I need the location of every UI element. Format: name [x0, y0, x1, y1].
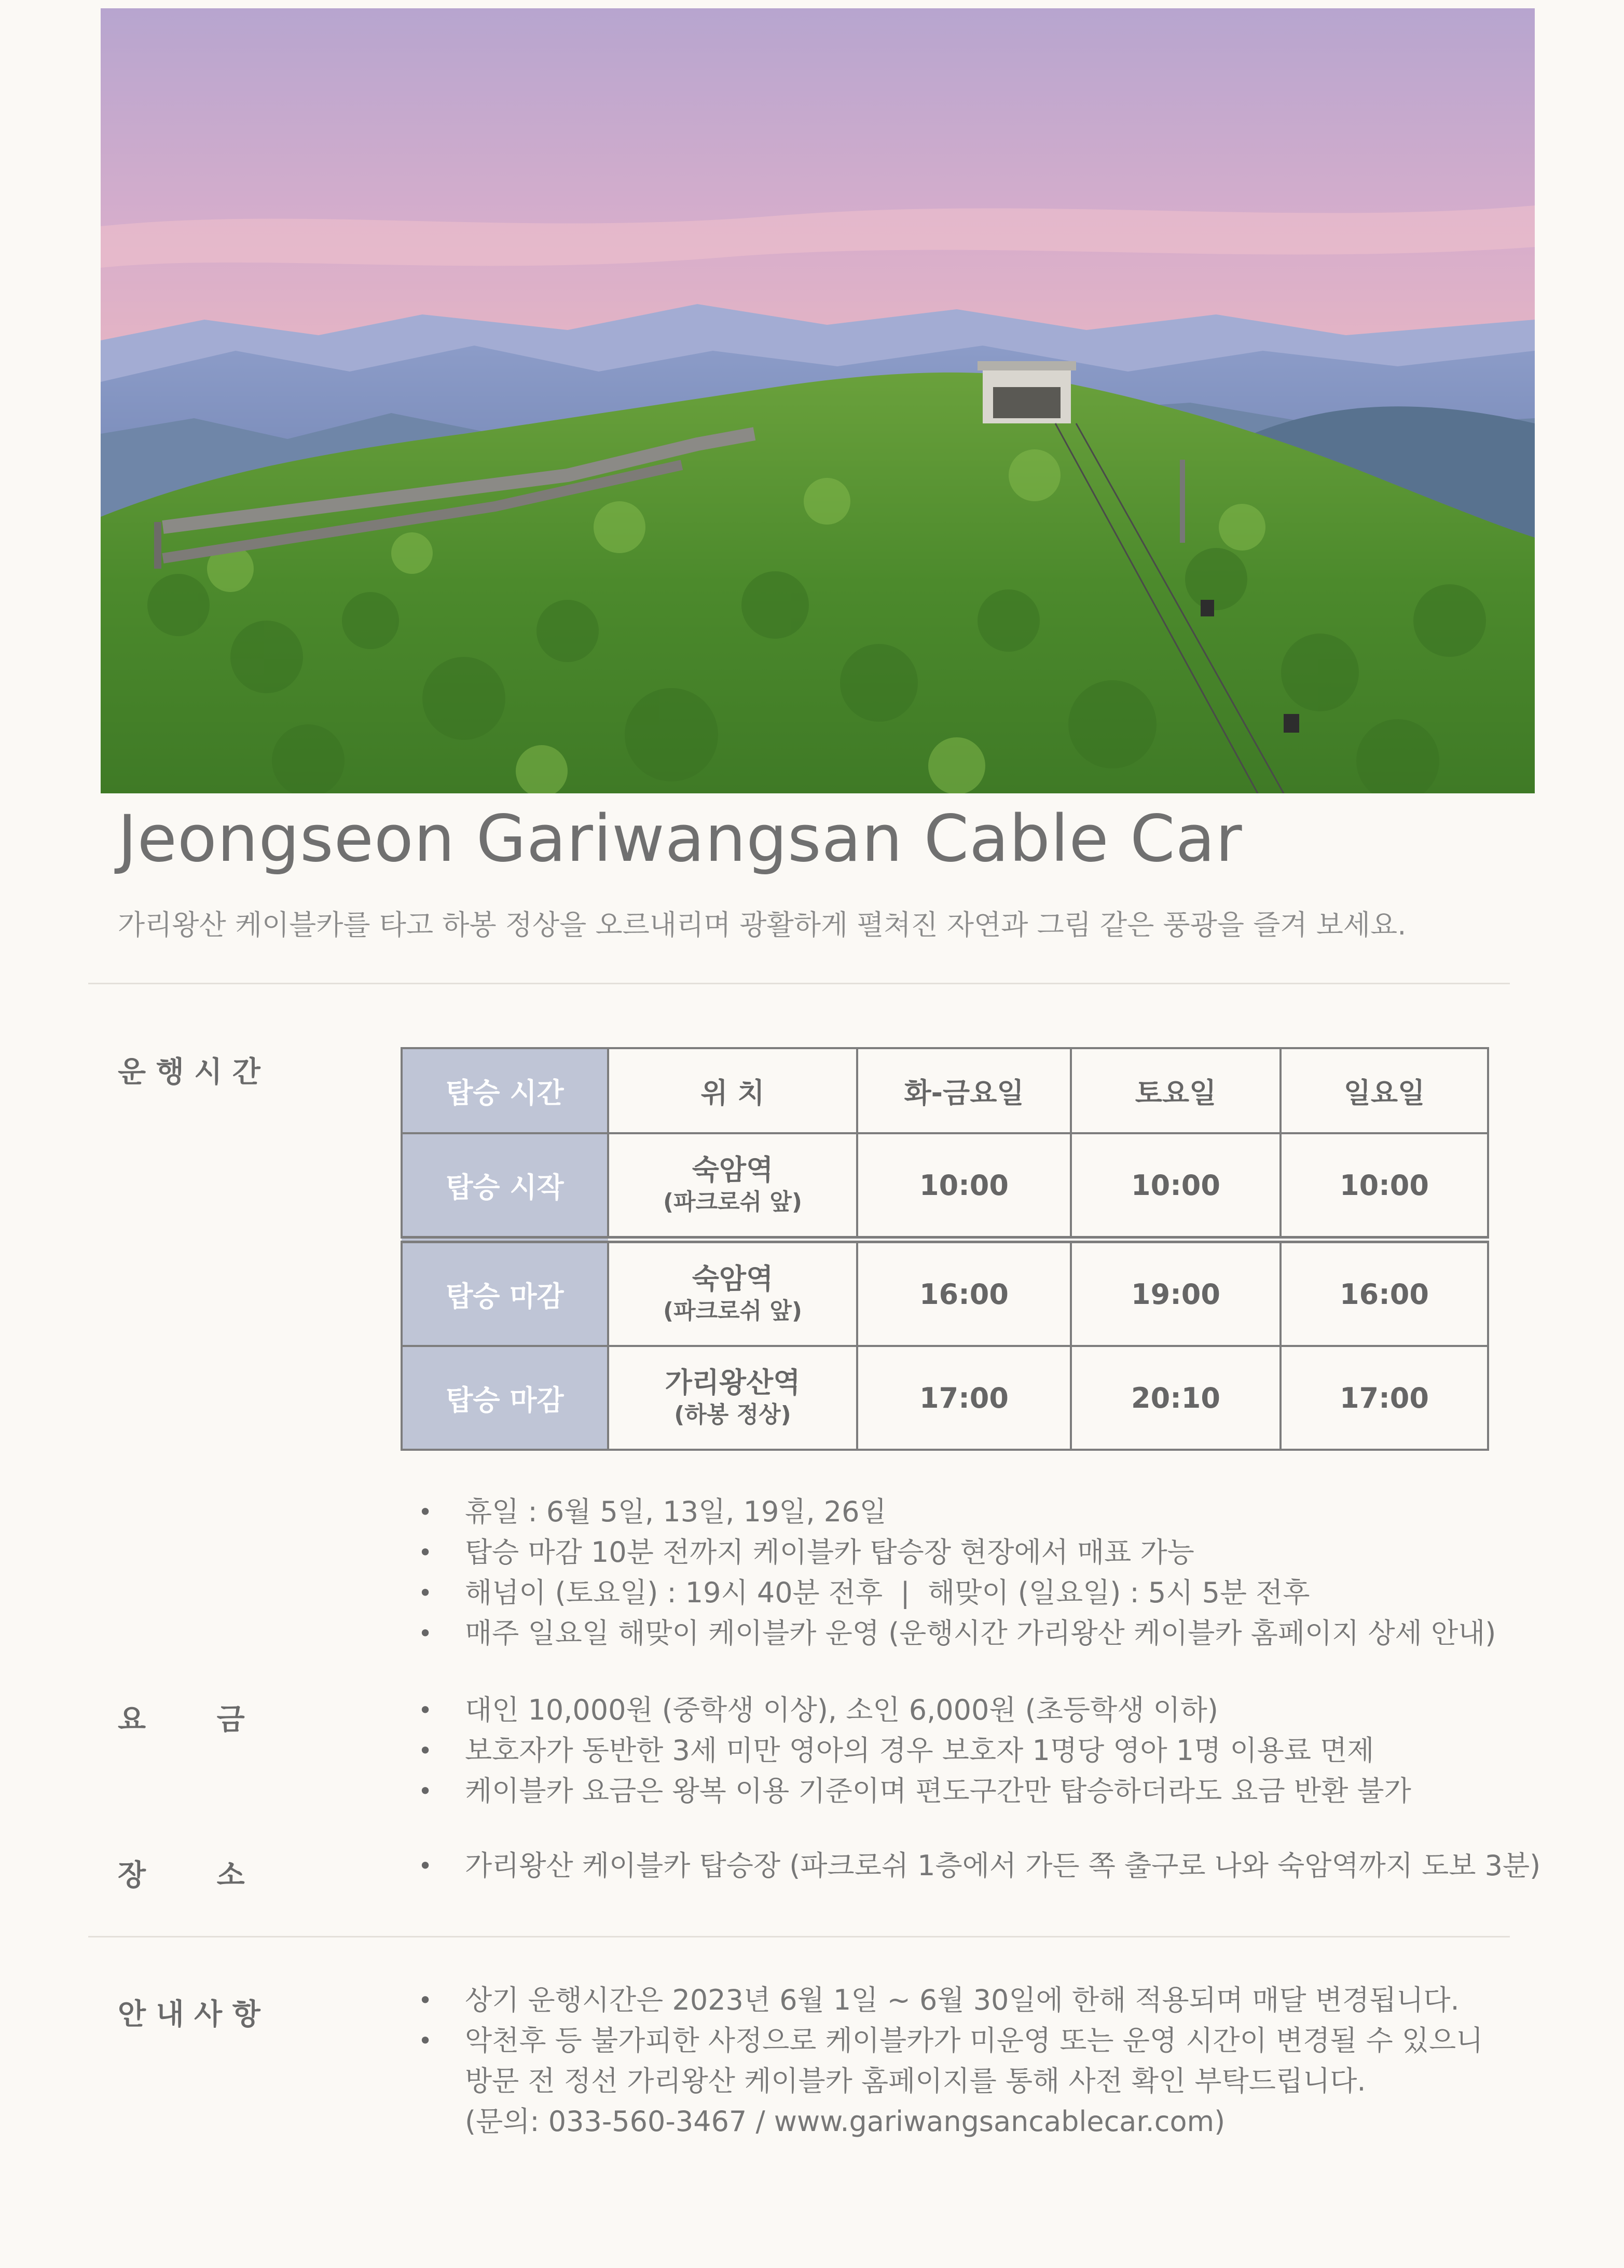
note-text: 해넘이 (토요일) : 19시 40분 전후 | 해맞이 (일요일) : 5시 5분 전후: [465, 1576, 1310, 1609]
bullet-icon: •: [418, 2027, 433, 2055]
bullet-icon: •: [418, 1619, 433, 1647]
list-item: [410, 1613, 1496, 1654]
time-cell: 10:00: [1071, 1133, 1281, 1240]
bullet-icon: •: [418, 1498, 433, 1526]
bullet-icon: •: [418, 1986, 433, 2014]
divider-bottom: [88, 1936, 1510, 1937]
table-header-cell: 탑승 시간: [402, 1048, 608, 1133]
list-item: [410, 2101, 1483, 2142]
bullet-icon: •: [418, 1777, 433, 1805]
list-item: [410, 2061, 1483, 2101]
bullet-icon: •: [418, 1579, 433, 1607]
note-text: 매주 일요일 해맞이 케이블카 운영 (운행시간 가리왕산 케이블카 홈페이지 상세 안내): [465, 1617, 1496, 1650]
fare-notes-list: [410, 1690, 1411, 1811]
bullet-icon: •: [418, 1737, 433, 1765]
table-header-cell: 토요일: [1071, 1048, 1281, 1133]
bullet-icon: •: [418, 1852, 433, 1880]
schedule-notes-list: [410, 1492, 1496, 1654]
schedule-table: [401, 1047, 1489, 1451]
location-name: 숙암역: [692, 1262, 774, 1295]
time-cell: 17:00: [1281, 1346, 1488, 1450]
bullet-icon: •: [418, 1696, 433, 1724]
section-label-notice: 안 내 사 항: [118, 1998, 260, 2031]
note-text: 가리왕산 케이블카 탑승장 (파크로쉬 1층에서 가든 쪽 출구로 나와 숙암역까지 도보 3분): [465, 1849, 1541, 1882]
note-text: 대인 10,000원 (중학생 이상), 소인 6,000원 (초등학생 이하): [465, 1694, 1218, 1726]
list-item: [410, 1730, 1411, 1771]
table-row: [402, 1240, 1488, 1346]
time-cell: 20:10: [1071, 1346, 1281, 1450]
list-item: [410, 1980, 1483, 2020]
location-detail: (하봉 정상): [674, 1401, 791, 1428]
time-cell: 19:00: [1071, 1240, 1281, 1346]
list-item: [410, 2020, 1483, 2061]
section-label-location: 장 소: [118, 1859, 245, 1892]
list-item: [410, 1532, 1496, 1573]
note-text: 악천후 등 불가피한 사정으로 케이블카가 미운영 또는 운영 시간이 변경될 수 있으니: [465, 2024, 1483, 2057]
table-header-cell: 화-금요일: [857, 1048, 1071, 1133]
row-label: 탑승 시작: [402, 1133, 608, 1240]
divider-top: [88, 983, 1510, 984]
note-text: 탑승 마감 10분 전까지 케이블카 탑승장 현장에서 매표 가능: [465, 1536, 1194, 1569]
notice-notes-list: [410, 1980, 1483, 2142]
location-name: 가리왕산역: [665, 1366, 801, 1399]
list-item: [410, 1492, 1496, 1532]
time-cell: 10:00: [857, 1133, 1071, 1240]
note-text: 상기 운행시간은 2023년 6월 1일 ~ 6월 30일에 한해 적용되며 매달 변경됩니다.: [465, 1984, 1460, 2016]
time-cell: 17:00: [857, 1346, 1071, 1450]
note-text: 휴일 : 6월 5일, 13일, 19일, 26일: [465, 1495, 887, 1528]
page-subtitle: 가리왕산 케이블카를 타고 하봉 정상을 오르내리며 광활하게 펼쳐진 자연과 그림 같은 풍광을 즐겨 보세요.: [118, 909, 1407, 941]
table-header-row: [402, 1048, 1488, 1133]
location-notes-list: [410, 1846, 1540, 1886]
table-row: [402, 1133, 1488, 1240]
time-cell: 16:00: [857, 1240, 1071, 1346]
bullet-icon: •: [418, 1538, 433, 1566]
page-title: Jeongseon Gariwangsan Cable Car: [118, 802, 1243, 876]
hero-photo: [101, 8, 1535, 793]
note-text: 케이블카 요금은 왕복 이용 기준이며 편도구간만 탑승하더라도 요금 반환 불가: [465, 1775, 1411, 1807]
row-label: 탑승 마감: [402, 1240, 608, 1346]
note-text: 방문 전 정선 가리왕산 케이블카 홈페이지를 통해 사전 확인 부탁드립니다.: [465, 2065, 1366, 2097]
list-item: [410, 1573, 1496, 1613]
note-text: 보호자가 동반한 3세 미만 영아의 경우 보호자 1명당 영아 1명 이용료 면제: [465, 1734, 1374, 1767]
location-detail: (파크로쉬 앞): [663, 1298, 803, 1324]
table-header-cell: 일요일: [1281, 1048, 1488, 1133]
location-detail: (파크로쉬 앞): [663, 1189, 803, 1215]
location-name: 숙암역: [692, 1153, 774, 1186]
table-row: [402, 1346, 1488, 1450]
table-header-cell: 위 치: [608, 1048, 857, 1133]
location-cell: [608, 1133, 857, 1240]
list-item: [410, 1771, 1411, 1811]
mountain-cable-car-illustration: [101, 8, 1535, 793]
section-label-schedule: 운 행 시 간: [118, 1055, 260, 1089]
section-label-fare: 요 금: [118, 1703, 245, 1737]
location-cell: [608, 1240, 857, 1346]
location-cell: [608, 1346, 857, 1450]
time-cell: 16:00: [1281, 1240, 1488, 1346]
list-item: [410, 1846, 1540, 1886]
time-cell: 10:00: [1281, 1133, 1488, 1240]
note-text: (문의: 033-560-3467 / www.gariwangsancablecar.com): [465, 2105, 1226, 2138]
list-item: [410, 1690, 1411, 1730]
row-label: 탑승 마감: [402, 1346, 608, 1450]
